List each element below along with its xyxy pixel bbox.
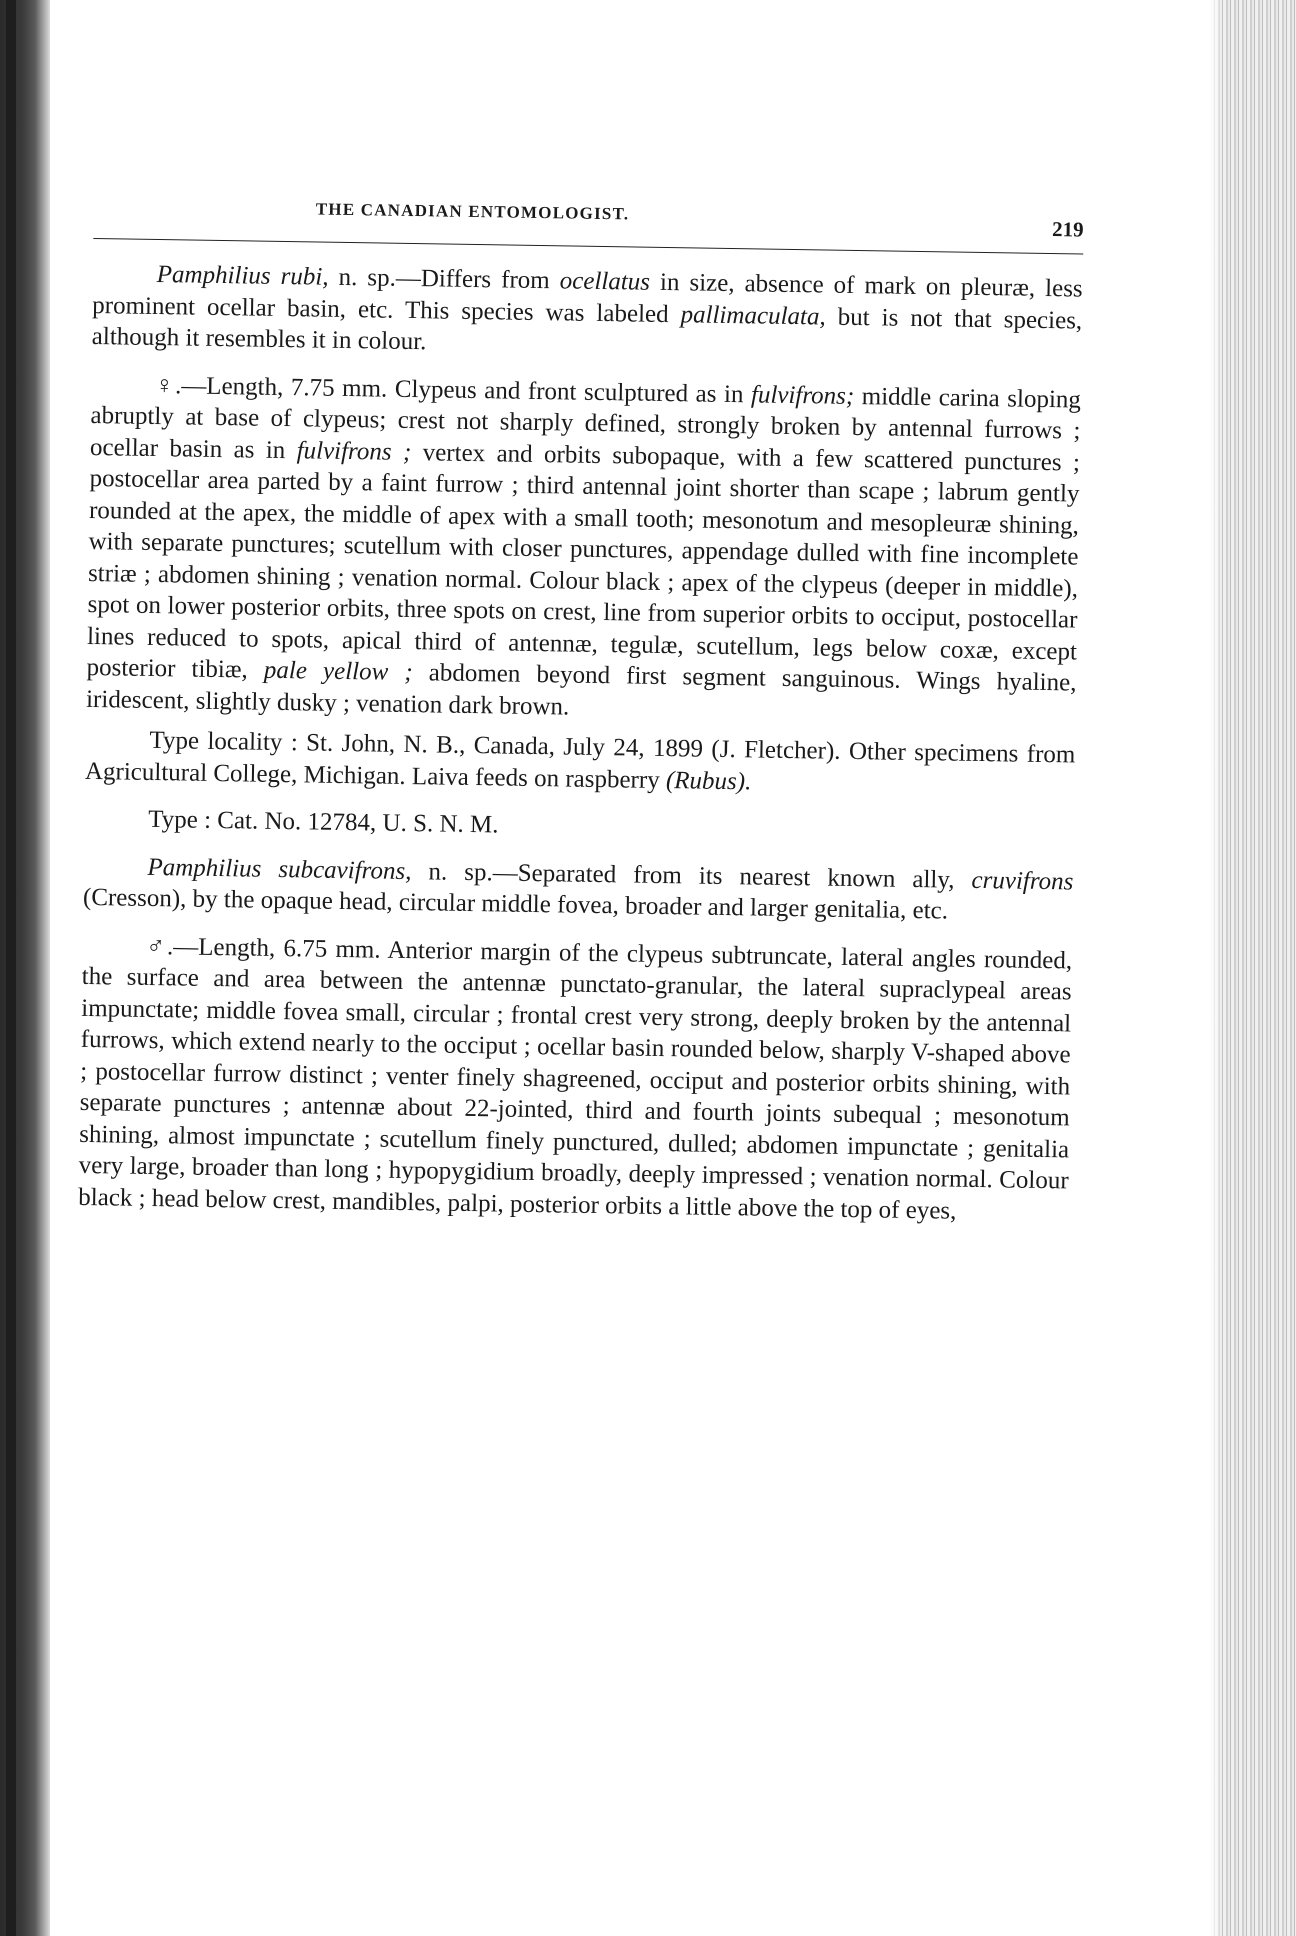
- text-run: in size, absence of mark on pleuræ, less prominent ocellar basin, etc. This species was labeled: [92, 268, 1083, 328]
- page-number: 219: [1051, 217, 1084, 242]
- running-title: THE CANADIAN ENTOMOLOGIST.: [315, 199, 630, 224]
- paragraph-type-locality: [85, 724, 1076, 803]
- paragraph-type-catalog: [84, 803, 1074, 850]
- paragraph-male-description: [78, 929, 1072, 1228]
- species-reference: ocellatus: [559, 267, 651, 296]
- species-reference: fulvifrons;: [750, 380, 855, 410]
- binding-shadow: [6, 0, 16, 1936]
- species-name: Pamphilius rubi,: [156, 260, 329, 291]
- header-rule: [93, 238, 1083, 255]
- text-run: n. sp.—Separated from its nearest known ally,: [411, 857, 972, 894]
- species-reference: cruvifrons: [971, 866, 1074, 895]
- text-run: vertex and orbits subopaque, with a few scattered punctures ; postocellar area parted by a faint furrow ; third antennal joint shorter than scape ; labrum gently rounded at the apex, the middle of apex with a small tooth; mesonotum and mesopleuræ shining, with separate punctures; scutellum with closer punctures, appendage dulled with fine incomplete striæ ; abdomen shining ; venation normal. Colour black ; apex of the clypeus (deeper in middle), spot on lower posterior orbits, three spots on crest, line from superior orbits to occiput, postocellar lines reduced to spots, apical third of antennæ, tegulæ, scutellum, legs below coxæ, except posterior tibiæ,: [86, 438, 1081, 684]
- text-run: Type : Cat. No. 12784, U. S. N. M.: [148, 805, 499, 839]
- text-run: abdomen beyond first segment sanguinous. Wings hyaline, iridescent, slightly dusky ; venation dark brown.: [85, 659, 1077, 721]
- text-run: n. sp.—Differs from: [328, 263, 560, 295]
- paragraph-female-description: [86, 368, 1081, 730]
- page-stack-edge: [1210, 0, 1296, 1936]
- text-run: ♀.—Length, 7.75 mm. Clypeus and front sculptured as in: [154, 371, 752, 408]
- paragraph-rubi-description: [92, 258, 1083, 368]
- species-label: pallimaculata,: [680, 300, 826, 331]
- species-name: Pamphilius subcavifrons,: [147, 853, 412, 885]
- host-plant: (Rubus).: [665, 766, 752, 795]
- body-text: [78, 258, 1083, 1228]
- book-page: [50, 0, 1210, 1936]
- text-run: Type locality : St. John, N. B., Canada, July 24, 1899 (J. Fletcher). Other specimens from Agricultural College, Michigan. Laiva feeds on raspberry: [84, 726, 1076, 794]
- book-binding-edge: [0, 0, 50, 1936]
- paragraph-subcavifrons-description: [83, 850, 1074, 929]
- species-reference: fulvifrons ;: [296, 436, 412, 466]
- page-content: [78, 196, 1084, 1237]
- page-edge-shade: [1210, 0, 1224, 1936]
- running-head: [93, 196, 1084, 252]
- text-run: (Cresson), by the opaque head, circular middle fovea, broader and larger genitalia, etc.: [82, 883, 949, 925]
- text-run: but is not that species, although it resembles it in colour.: [91, 303, 1083, 356]
- colour-term: pale yellow ;: [263, 656, 413, 687]
- text-run: ♂.—Length, 6.75 mm. Anterior margin of the clypeus subtruncate, lateral angles rounded, the surface and area between the antennæ punctato-granular, the lateral supraclypeal areas impunctate; middle fovea small, circular ; frontal crest very strong, deeply broken by the antennal furrows, which extend nearly to the occiput ; ocellar basin rounded below, sharply V-shaped above ; postocellar furrow distinct ; venter finely shagreened, occiput and posterior orbits shining, with separate punctures ; antennæ about 22-jointed, third and fourth joints subequal ; mesonotum shining, almost impunctate ; scutellum finely punctured, dulled; abdomen impunctate ; genitalia very large, broader than long ; hypopygidium broadly, deeply impressed ; venation normal. Colour black ; head below crest, mandibles, palpi, posterior orbits a little above the top of eyes,: [78, 932, 1073, 1225]
- text-run: middle carina sloping abruptly at base of clypeus; crest not sharply defined, strongly broken by antennal furrows ; ocellar basin as in: [89, 382, 1082, 464]
